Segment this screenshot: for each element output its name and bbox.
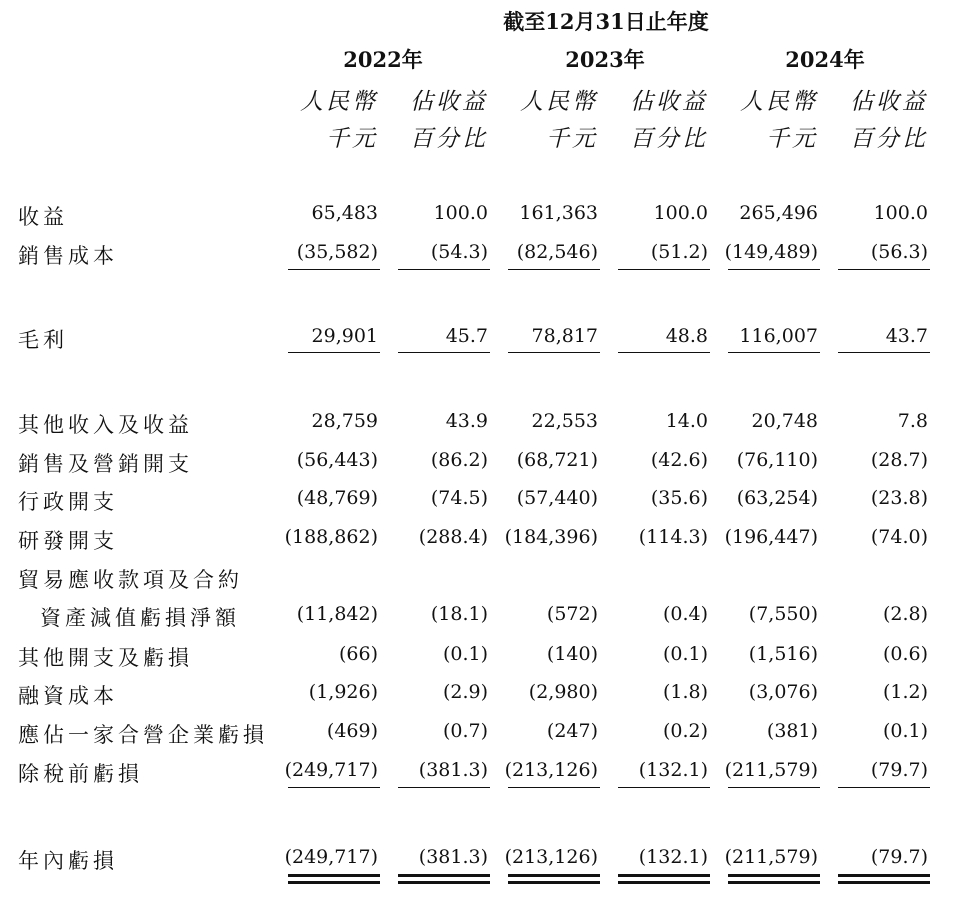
total-double-rule <box>838 874 930 877</box>
total-double-rule <box>288 874 380 877</box>
table-cell: (56,443) <box>296 449 378 471</box>
table-cell: 43.7 <box>885 325 928 347</box>
table-cell: 65,483 <box>311 202 378 224</box>
table-cell: 28,759 <box>311 410 378 432</box>
subtotal-rule <box>618 787 710 788</box>
subtotal-rule <box>728 269 820 270</box>
table-cell: (54.3) <box>430 241 488 263</box>
table-cell: (381) <box>766 720 818 742</box>
subtotal-rule <box>398 352 490 353</box>
subtotal-rule <box>728 787 820 788</box>
subtotal-rule <box>838 787 930 788</box>
table-cell: (28.7) <box>870 449 928 471</box>
row-label-impairment-line1: 貿易應收款項及合約 <box>18 568 243 592</box>
subtotal-rule <box>398 269 490 270</box>
unit-pct-2024: 佔收益 <box>850 89 928 115</box>
table-cell: 7.8 <box>897 410 928 432</box>
row-label-impairment-line2: 資產減值虧損淨額 <box>40 606 240 630</box>
total-double-rule <box>508 881 600 884</box>
row-label-other-expenses: 其他開支及虧損 <box>18 646 193 670</box>
table-cell: 100.0 <box>653 202 708 224</box>
subtotal-rule <box>618 352 710 353</box>
unit-pct-2023: 佔收益 <box>630 89 708 115</box>
table-cell: (42.6) <box>650 449 708 471</box>
table-cell: (11,842) <box>296 603 378 625</box>
unit-rmb-2022: 人民幣 <box>300 89 378 115</box>
table-cell: 100.0 <box>873 202 928 224</box>
table-cell: (1.8) <box>662 681 708 703</box>
subtotal-rule <box>508 352 600 353</box>
table-cell: 22,553 <box>531 410 598 432</box>
row-label-other-income: 其他收入及收益 <box>18 413 193 437</box>
table-cell: (140) <box>546 643 598 665</box>
table-cell: (82,546) <box>516 241 598 263</box>
row-label-loss-before-tax: 除稅前虧損 <box>18 762 143 786</box>
table-cell: (149,489) <box>724 241 818 263</box>
table-cell: (56.3) <box>870 241 928 263</box>
table-cell: (1,926) <box>308 681 378 703</box>
subtotal-rule <box>288 352 380 353</box>
row-label-cost-of-sales: 銷售成本 <box>18 244 118 268</box>
total-double-rule <box>288 881 380 884</box>
table-cell: (572) <box>546 603 598 625</box>
table-cell: (184,396) <box>504 526 598 548</box>
table-cell: (57,440) <box>516 487 598 509</box>
table-cell: (2,980) <box>528 681 598 703</box>
table-cell: 48.8 <box>665 325 708 347</box>
table-cell: (114.3) <box>638 526 708 548</box>
table-cell: (0.1) <box>662 643 708 665</box>
unit-thousand-2023: 千元 <box>546 126 598 152</box>
year-2022-heading: 2022年 <box>343 47 423 72</box>
total-double-rule <box>618 881 710 884</box>
table-cell: 161,363 <box>519 202 598 224</box>
table-cell: (132.1) <box>638 759 708 781</box>
table-cell: (247) <box>546 720 598 742</box>
table-cell: (79.7) <box>870 846 928 868</box>
table-cell: (211,579) <box>724 846 818 868</box>
subtotal-rule <box>288 787 380 788</box>
table-cell: (132.1) <box>638 846 708 868</box>
unit-thousand-2024: 千元 <box>766 126 818 152</box>
row-label-gross-profit: 毛利 <box>18 328 68 352</box>
table-cell: (0.2) <box>662 720 708 742</box>
table-cell: (0.4) <box>662 603 708 625</box>
unit-thousand-2022: 千元 <box>326 126 378 152</box>
unit-percentage-2022: 百分比 <box>410 126 488 152</box>
table-cell: (3,076) <box>748 681 818 703</box>
subtotal-rule <box>838 352 930 353</box>
unit-percentage-2023: 百分比 <box>630 126 708 152</box>
table-cell: (74.0) <box>870 526 928 548</box>
subtotal-rule <box>838 269 930 270</box>
table-cell: (0.1) <box>882 720 928 742</box>
table-cell: 14.0 <box>665 410 708 432</box>
table-cell: 100.0 <box>433 202 488 224</box>
year-2024-heading: 2024年 <box>785 47 865 72</box>
table-cell: (213,126) <box>504 759 598 781</box>
total-double-rule <box>728 881 820 884</box>
unit-rmb-2024: 人民幣 <box>740 89 818 115</box>
total-double-rule <box>838 881 930 884</box>
table-cell: (7,550) <box>748 603 818 625</box>
subtotal-rule <box>618 269 710 270</box>
row-label-revenue: 收益 <box>18 205 68 229</box>
table-cell: (63,254) <box>736 487 818 509</box>
subtotal-rule <box>728 352 820 353</box>
table-cell: 116,007 <box>739 325 818 347</box>
subtotal-rule <box>508 787 600 788</box>
table-cell: (1,516) <box>748 643 818 665</box>
table-cell: 45.7 <box>445 325 488 347</box>
row-label-rnd-expenses: 研發開支 <box>18 529 118 553</box>
table-cell: (1.2) <box>882 681 928 703</box>
table-cell: 20,748 <box>751 410 818 432</box>
row-label-finance-costs: 融資成本 <box>18 684 118 708</box>
table-cell: (196,447) <box>724 526 818 548</box>
total-double-rule <box>398 881 490 884</box>
row-label-jv-loss: 應佔一家合營企業虧損 <box>18 723 268 747</box>
table-cell: (381.3) <box>418 759 488 781</box>
table-cell: (23.8) <box>870 487 928 509</box>
table-cell: (188,862) <box>284 526 378 548</box>
table-cell: (0.7) <box>442 720 488 742</box>
table-cell: (74.5) <box>430 487 488 509</box>
table-cell: (249,717) <box>284 759 378 781</box>
row-label-admin-expenses: 行政開支 <box>18 490 118 514</box>
table-cell: (249,717) <box>284 846 378 868</box>
table-cell: (68,721) <box>516 449 598 471</box>
total-double-rule <box>618 874 710 877</box>
table-cell: (469) <box>326 720 378 742</box>
table-cell: (211,579) <box>724 759 818 781</box>
table-cell: (213,126) <box>504 846 598 868</box>
unit-rmb-2023: 人民幣 <box>520 89 598 115</box>
table-cell: (2.9) <box>442 681 488 703</box>
table-cell: (51.2) <box>650 241 708 263</box>
table-cell: (0.6) <box>882 643 928 665</box>
table-cell: (288.4) <box>418 526 488 548</box>
total-double-rule <box>398 874 490 877</box>
table-cell: 43.9 <box>445 410 488 432</box>
table-cell: (76,110) <box>736 449 818 471</box>
table-cell: (381.3) <box>418 846 488 868</box>
table-cell: (35.6) <box>650 487 708 509</box>
unit-percentage-2024: 百分比 <box>850 126 928 152</box>
table-cell: (18.1) <box>430 603 488 625</box>
year-2023-heading: 2023年 <box>565 47 645 72</box>
subtotal-rule <box>398 787 490 788</box>
table-cell: (86.2) <box>430 449 488 471</box>
period-heading: 截至12月31日止年度 <box>503 9 709 34</box>
total-double-rule <box>728 874 820 877</box>
row-label-loss-for-year: 年內虧損 <box>18 849 118 873</box>
unit-pct-2022: 佔收益 <box>410 89 488 115</box>
table-cell: (2.8) <box>882 603 928 625</box>
table-cell: 78,817 <box>531 325 598 347</box>
table-cell: (35,582) <box>296 241 378 263</box>
subtotal-rule <box>288 269 380 270</box>
table-cell: 265,496 <box>739 202 818 224</box>
subtotal-rule <box>508 269 600 270</box>
table-cell: (79.7) <box>870 759 928 781</box>
row-label-selling-expenses: 銷售及營銷開支 <box>18 452 193 476</box>
total-double-rule <box>508 874 600 877</box>
table-cell: (48,769) <box>296 487 378 509</box>
table-cell: (0.1) <box>442 643 488 665</box>
table-cell: (66) <box>338 643 378 665</box>
table-cell: 29,901 <box>311 325 378 347</box>
